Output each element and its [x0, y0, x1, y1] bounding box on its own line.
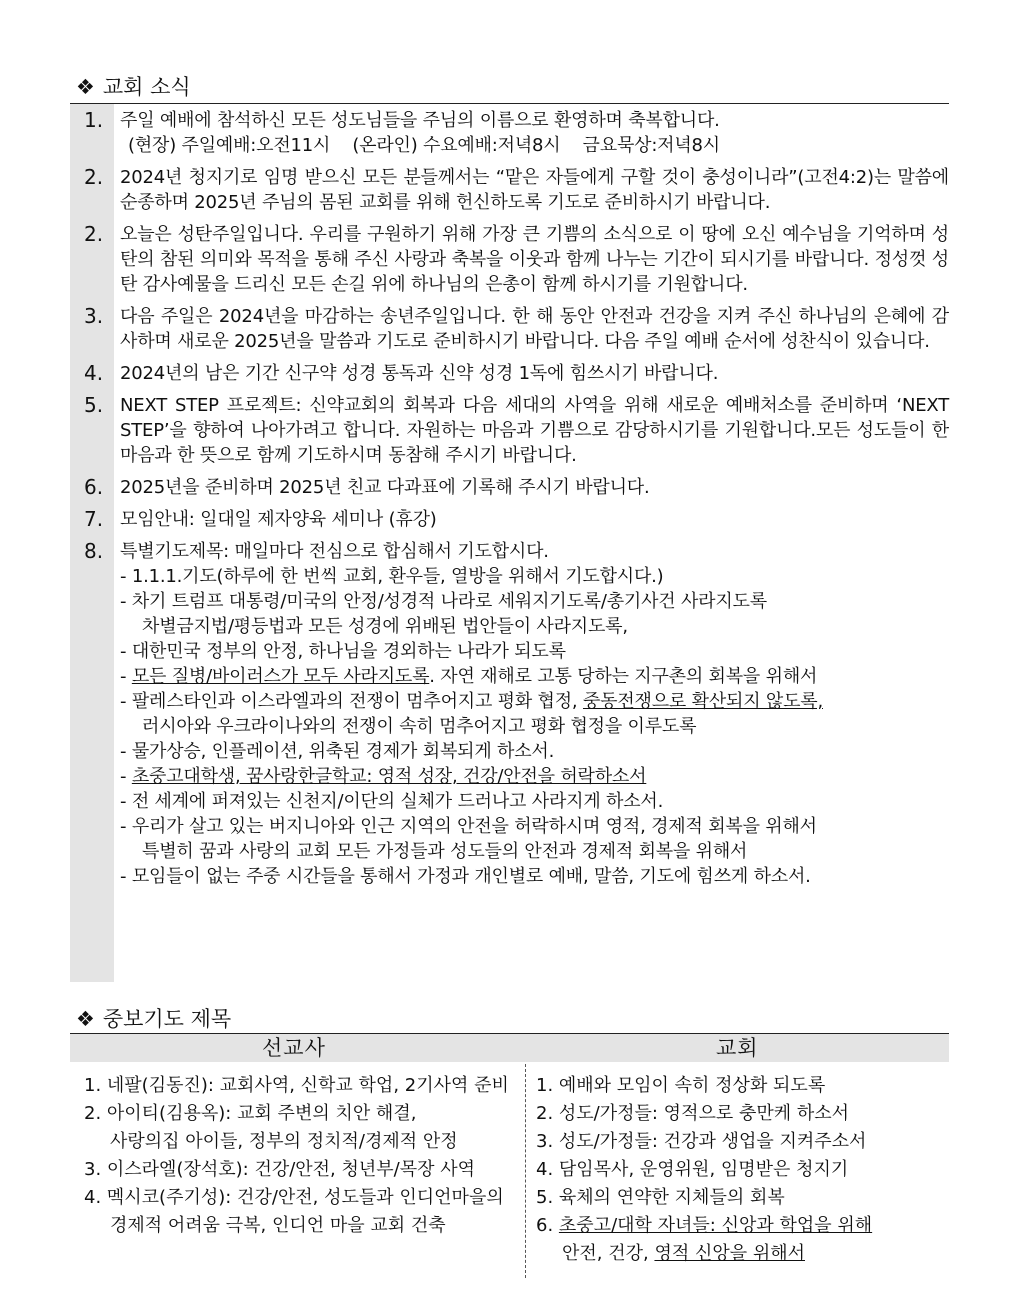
underlined-text: 중동전쟁으로 확산되지 않도록, [582, 691, 823, 712]
prayer-heading: 특별기도제목: 매일마다 전심으로 합심해서 기도합시다. [120, 541, 549, 562]
item-number: 6. [84, 475, 104, 499]
underlined-text: 모든 질병/바이러스가 모두 사라지도록 [131, 666, 430, 687]
item-text: 다음 주일은 2024년을 마감하는 송년주일입니다. 한 해 동안 안전과 건강을 지켜 주신 하나님의 은혜에 감사하며 새로운 2025년을 말씀과 기도로 준비하시기 바랍니다. 다음 주일 예배 순서에 성찬식이 있습니다. [120, 306, 949, 352]
prayer-line: - 초중고대학생, 꿈사랑한글학교: 영적 성장, 건강/안전을 허락하소서 [120, 766, 647, 787]
missionary-item: 4. 멕시코(주기성): 건강/안전, 성도들과 인디언마을의 [84, 1187, 504, 1208]
news-item [70, 475, 949, 500]
item-number: 4. [84, 361, 104, 385]
news-item [70, 304, 949, 354]
missionary-item-continued: 사랑의집 아이들, 정부의 정치적/경제적 안정 [110, 1131, 458, 1152]
missionary-item: 3. 이스라엘(장석호): 건강/안전, 청년부/목장 사역 [84, 1159, 476, 1180]
intercession-section [70, 1034, 949, 1280]
missionary-item-continued: 경제적 어려움 극복, 인디언 마을 교회 건축 [110, 1215, 446, 1236]
underlined-text: 초중고/대학 자녀들: 신앙과 학업을 위해 [558, 1215, 873, 1236]
news-item [70, 393, 949, 468]
item-number: 8. [84, 539, 104, 563]
item-number: 2. [84, 165, 104, 189]
missionary-header: 선교사 [262, 1036, 326, 1060]
service-times: (현장) 주일예배:오전11시 (온라인) 수요예배:저녁8시 금요묵상:저녁8시 [128, 135, 720, 156]
item-number: 7. [84, 507, 104, 531]
prayer-line: - 모임들이 없는 주중 시간들을 통해서 가정과 개인별로 예배, 말씀, 기도에 힘쓰게 하소서. [120, 866, 811, 887]
item-text: 2025년을 준비하며 2025년 친교 다과표에 기록해 주시기 바랍니다. [120, 477, 650, 498]
church-item: 2. 성도/가정들: 영적으로 충만케 하소서 [536, 1103, 850, 1124]
missionary-list [84, 1072, 520, 1240]
underlined-text: 영적 신앙을 위해서 [654, 1243, 805, 1264]
item-text: NEXT STEP 프로젝트: 신약교회의 회복과 다음 세대의 사역을 위해 새로운 예배처소를 준비하며 ‘NEXT STEP’을 향하여 나아가려고 합니다. 자원하는 마음과 기쁨으로 감당하시기를 기원합니다.모든 성도들이 한 마음과 한 뜻으로 함께 기도하시며 동참해 주시기 바랍니다. [120, 395, 949, 466]
prayer-line: - 대한민국 정부의 안정, 하나님을 경외하는 나라가 되도록 [120, 641, 566, 662]
item-number: 2. [84, 222, 104, 246]
prayer-line: - 물가상승, 인플레이션, 위축된 경제가 회복되게 하소서. [120, 741, 555, 762]
missionary-item: 1. 네팔(김동진): 교회사역, 신학교 학업, 2기사역 준비 [84, 1075, 509, 1096]
news-item [70, 507, 949, 532]
prayer-line: - 모든 질병/바이러스가 모두 사라지도록. 자연 재해로 고통 당하는 지구촌의 회복을 위해서 [120, 666, 818, 687]
item-text: 주일 예배에 참석하신 모든 성도님들을 주님의 이름으로 환영하며 축복합니다. [120, 110, 720, 131]
church-prayer-list [536, 1072, 946, 1268]
missionary-item: 2. 아이티(김용옥): 교회 주변의 치안 해결, [84, 1103, 417, 1124]
news-item [70, 108, 949, 158]
prayer-line: - 팔레스타인과 이스라엘과의 전쟁이 멈추어지고 평화 협정, 중동전쟁으로 확산되지 않도록, [120, 691, 823, 712]
news-item [70, 222, 949, 297]
news-list [70, 108, 949, 896]
church-news-title: ❖ 교회 소식 [76, 75, 191, 99]
prayer-line-continued: 차별금지법/평등법과 모든 성경에 위배된 법안들이 사라지도록, [142, 616, 628, 637]
news-item [70, 165, 949, 215]
item-text: 모임안내: 일대일 제자양육 세미나 (휴강) [120, 509, 437, 530]
church-item-continued: 안전, 건강, 영적 신앙을 위해서 [562, 1243, 805, 1264]
prayer-line: - 차기 트럼프 대통령/미국의 안정/성경적 나라로 세워지기도록/총기사건 사라지도록 [120, 591, 767, 612]
church-item: 4. 담임목사, 운영위원, 임명받은 청지기 [536, 1159, 849, 1180]
diamond-bullet-icon: ❖ [76, 75, 95, 99]
item-number: 3. [84, 304, 104, 328]
item-text: 오늘은 성탄주일입니다. 우리를 구원하기 위해 가장 큰 기쁨의 소식으로 이 땅에 오신 예수님을 기억하며 성탄의 참된 의미와 목적을 통해 주신 사랑과 축복을 이웃과 함께 나누는 기간이 되시기를 바랍니다. 정성껏 성탄 감사예물을 드리신 모든 손길 위에 하나님의 은총이 함께 하시기를 기원합니다. [120, 224, 949, 295]
intercession-title: ❖ 중보기도 제목 [76, 1007, 232, 1031]
prayer-line: - 1.1.1.기도(하루에 한 번씩 교회, 환우들, 열방을 위해서 기도합시다.) [120, 566, 664, 587]
prayer-list [120, 564, 949, 889]
church-item: 6. 초중고/대학 자녀들: 신앙과 학업을 위해 [536, 1215, 873, 1236]
prayer-line-continued: 러시아와 우크라이나와의 전쟁이 속히 멈추어지고 평화 협정을 이루도록 [142, 716, 697, 737]
diamond-bullet-icon: ❖ [76, 1007, 95, 1031]
item-text: 2024년의 남은 기간 신구약 성경 통독과 신약 성경 1독에 힘쓰시기 바랍니다. [120, 363, 719, 384]
item-number: 1. [84, 108, 104, 132]
church-header: 교회 [716, 1036, 759, 1060]
intercession-header-bar [70, 1034, 949, 1062]
news-item [70, 361, 949, 386]
prayer-line: - 우리가 살고 있는 버지니아와 인근 지역의 안전을 허락하시며 영적, 경제적 회복을 위해서 [120, 816, 817, 837]
church-item: 3. 성도/가정들: 건강과 생업을 지켜주소서 [536, 1131, 867, 1152]
prayer-line: - 전 세계에 퍼져있는 신천지/이단의 실체가 드러나고 사라지게 하소서. [120, 791, 664, 812]
prayer-line-continued: 특별히 꿈과 사랑의 교회 모든 가정들과 성도들의 안전과 경제적 회복을 위해서 [142, 841, 748, 862]
prayer-item [70, 539, 949, 889]
church-item: 1. 예배와 모임이 속히 정상화 되도록 [536, 1075, 826, 1096]
church-news-section [70, 104, 949, 982]
item-number: 5. [84, 393, 104, 417]
item-text: 2024년 청지기로 임명 받으신 모든 분들께서는 “맡은 자들에게 구할 것이 충성이니라”(고전4:2)는 말씀에 순종하며 2025년 주님의 몸된 교회를 위해 헌신하도록 기도로 준비하시기 바랍니다. [120, 167, 949, 213]
underlined-text: 초중고대학생, 꿈사랑한글학교: 영적 성장, 건강/안전을 허락하소서 [131, 766, 647, 787]
column-divider [525, 1064, 526, 1278]
church-item: 5. 육체의 연약한 지체들의 회복 [536, 1187, 785, 1208]
